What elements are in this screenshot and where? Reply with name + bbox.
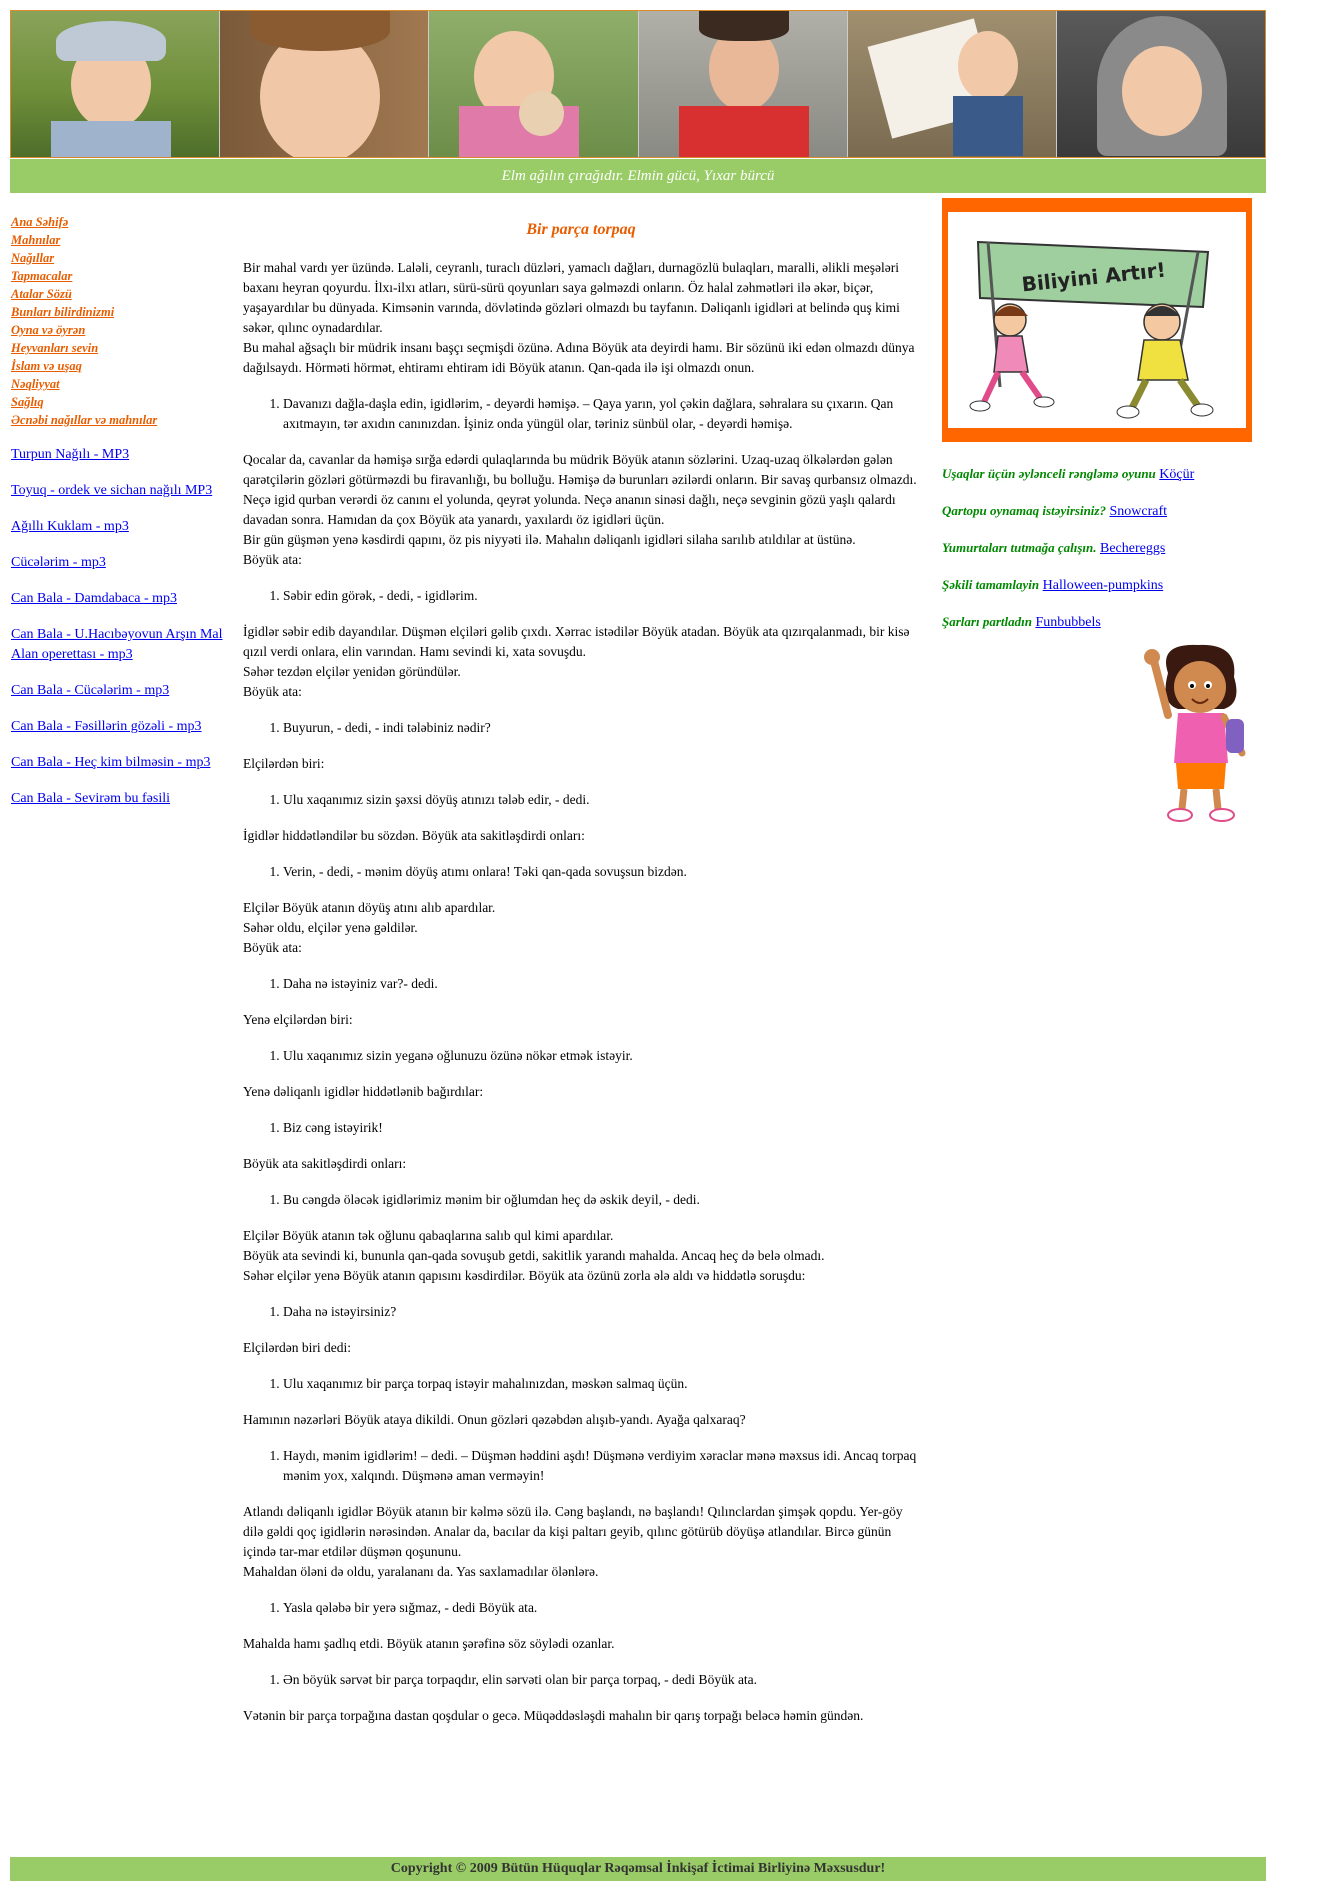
dialogue-list	[243, 862, 919, 882]
paragraph-line: Səhər oldu, elçilər yenə gəldilər.	[243, 920, 418, 935]
article-paragraph	[243, 1010, 919, 1030]
game-link-row	[942, 612, 1262, 633]
article-title: Bir parça torpaq	[526, 221, 636, 238]
dialogue-list	[243, 394, 919, 434]
article-paragraph	[243, 1410, 919, 1430]
game-link[interactable]: Halloween-pumpkins	[1042, 578, 1164, 593]
dialogue-line: 1. Bu cəngdə öləcək igidlərimiz mənim bir oğlumdan heç də əskik deyil, - dedi.	[283, 1190, 919, 1210]
paragraph-line: Elçilərdən biri:	[243, 756, 325, 771]
paragraph-line: Böyük ata:	[243, 940, 302, 955]
article-paragraph	[243, 1338, 919, 1358]
game-link[interactable]: Snowcraft	[1109, 504, 1168, 519]
game-link-label: Şəkili tamamlayin	[942, 577, 1040, 592]
dialogue-list	[243, 1118, 919, 1138]
menu-item[interactable]: Atalar Sözü	[11, 287, 72, 301]
banner-photo-4	[639, 11, 848, 157]
banner-photo-2	[220, 11, 429, 157]
menu-item[interactable]: Tapmacalar	[11, 269, 73, 283]
menu-item[interactable]: Bunları bilirdinizmi	[11, 305, 115, 319]
dialogue-line: 1. Buyurun, - dedi, - indi tələbiniz nədir?	[283, 718, 919, 738]
audio-link[interactable]: Can Bala - Heç kim bilməsin - mp3	[11, 755, 211, 770]
menu-item[interactable]: İslam və uşaq	[11, 359, 82, 373]
paragraph-line: Elçilər Böyük atanın döyüş atını alıb apardılar.	[243, 900, 496, 915]
dialogue-line: 1. Davanızı dağla-daşla edin, igidlərim, - deyərdi həmişə. – Qaya yarın, yol çəkin dağlara, səhralara su çıxarın. Qan axıtmayın, tər axıdın canınızdan. İşiniz onda yüngül olar, təriniz sünbül olar, - deyərdi həmişə.	[283, 394, 919, 434]
article-paragraph	[243, 622, 919, 702]
left-sidebar	[11, 213, 231, 825]
paragraph-line: İgidlər səbir edib dayandılar. Düşmən elçiləri gəlib çıxdı. Xərrac istədilər Böyük atadan. Böyük ata qızırqalanmadı, bir kisə qızıl verdi onlara, elin varından. Hamı sevindi ki, xata sovuşdu.	[243, 624, 910, 659]
audio-link[interactable]: Can Bala - Damdabaca - mp3	[11, 591, 177, 606]
promo-banner[interactable]	[942, 198, 1252, 442]
paragraph-line: Böyük ata:	[243, 552, 302, 567]
paragraph-line: Elçilər Böyük atanın tək oğlunu qabaqlarına salıb qul kimi apardılar.	[243, 1228, 614, 1243]
dialogue-line: 1. Səbir edin görək, - dedi, - igidlərim.	[283, 586, 919, 606]
dialogue-line: 1. Daha nə istəyiniz var?- dedi.	[283, 974, 919, 994]
cartoon-girl-illustration	[1138, 643, 1264, 828]
article-paragraph	[243, 826, 919, 846]
dialogue-list	[243, 718, 919, 738]
banner-slogan: Biliyini Artır!	[1020, 257, 1167, 297]
dialogue-list	[243, 974, 919, 994]
article-body	[243, 258, 919, 1726]
game-link[interactable]: Funbubbels	[1035, 615, 1101, 630]
dialogue-list	[243, 790, 919, 810]
banner-photo-1	[11, 11, 220, 157]
paragraph-line: Bu mahal ağsaçlı bir müdrik insanı başçı seçmişdi özünə. Adına Böyük ata deyirdi hamı. Bir sözünü iki edən olmazdı dünya dağılsaydı. Hörməti hörmət, ehtiramı ehtiram idi Böyük atanın. Qan-qada ilə işi olmazdı onun.	[243, 340, 915, 375]
paragraph-line: Böyük ata sevindi ki, bununla qan-qada sovuşub getdi, sakitlik yarandı mahalda. Ancaq heç də belə olmadı.	[243, 1248, 825, 1263]
dialogue-line: 1. Verin, - dedi, - mənim döyüş atımı onlara! Təki qan-qada sovuşsun bizdən.	[283, 862, 919, 882]
article-paragraph	[243, 1706, 919, 1726]
menu-item[interactable]: Heyvanları sevin	[11, 341, 99, 355]
audio-link[interactable]: Turpun Nağılı - MP3	[11, 447, 130, 462]
article-paragraph	[243, 1634, 919, 1654]
menu-item[interactable]: Nağıllar	[11, 251, 55, 265]
paragraph-line: Mahaldan öləni də oldu, yaralananı da. Yas saxlamadılar ölənlərə.	[243, 1564, 599, 1579]
dialogue-list	[243, 1374, 919, 1394]
game-link-label: Qartopu oynamaq istəyirsiniz?	[942, 503, 1106, 518]
audio-link[interactable]: Toyuq - ordek ve sichan nağılı MP3	[11, 483, 213, 498]
dialogue-list	[243, 1598, 919, 1618]
paragraph-line: Elçilərdən biri dedi:	[243, 1340, 351, 1355]
game-link-label: Yumurtaları tutmağa çalışın.	[942, 540, 1097, 555]
site-slogan: Elm ağılın çırağıdır. Elmin gücü, Yıxar bürcü	[10, 159, 1266, 193]
dialogue-list	[243, 1302, 919, 1322]
footer: Copyright © 2009 Bütün Hüquqlar Rəqəmsal İnkişaf İctimai Birliyinə Məxsusdur!	[10, 1857, 1266, 1881]
game-link[interactable]: Bechereggs	[1099, 541, 1166, 556]
paragraph-line: Mahalda hamı şadlıq etdi. Böyük atanın şərəfinə söz söylədi ozanlar.	[243, 1636, 615, 1651]
article-paragraph	[243, 450, 919, 570]
article-paragraph	[243, 898, 919, 958]
paragraph-line: Atlandı dəliqanlı igidlər Böyük atanın bir kəlmə sözü ilə. Cəng başlandı, nə başlandı! Qılınclardan şimşək qopdu. Yer-göy dilə gəldi qoç igidlərin nərəsindən. Analar da, bacılar da kişi paltarı geyib, qılınc götürüb döyüşə atlandılar. Bircə günün içində tar-mar etdilər düşmən qoşununu.	[243, 1504, 903, 1559]
header-banner	[10, 10, 1266, 158]
menu-item[interactable]: Mahnılar	[11, 233, 61, 247]
right-sidebar	[942, 198, 1262, 649]
audio-link[interactable]: Can Bala - Sevirəm bu fəsili	[11, 791, 171, 806]
audio-link[interactable]: Can Bala - Fəsillərin gözəli - mp3	[11, 719, 202, 734]
banner-photo-3	[429, 11, 638, 157]
paragraph-line: Bir mahal vardı yer üzündə. Laləli, ceyranlı, turaclı düzləri, yamaclı dağları, durnagözlü bulaqları, maralli, əlikli meşələri baxanı heyran qoyurdu. İlxı-ilxı atları, sürü-sürü qoyunları saya gəlməzdi onların. Öz halal zəhmətləri ilə əkər, biçər, yaşayardılar bu dünyada. Kimsənin varında, dövlətində gözləri olmazdı bu tayfanın. Dəliqanlı igidləri at belində quş kimi səkər, qılınc oynadardılar.	[243, 260, 900, 335]
game-links	[942, 464, 1262, 633]
paragraph-line: Hamının nəzərləri Böyük ataya dikildi. Onun gözləri qəzəbdən alışıb-yandı. Ayağa qalxaraq?	[243, 1412, 746, 1427]
dialogue-list	[243, 1046, 919, 1066]
paragraph-line: Vətənin bir parça torpağına dastan qoşdular o gecə. Müqəddəsləşdi mahalın bir qarış torpağı beləcə həmin gündən.	[243, 1708, 864, 1723]
dialogue-line: 1. Haydı, mənim igidlərim! – dedi. – Düşmən həddini aşdı! Düşmənə verdiyim xəraclar mənə məxsus idi. Ancaq torpaq mənim yox, xalqındı. Düşmənə aman verməyin!	[283, 1446, 919, 1486]
main-menu	[11, 213, 231, 429]
dialogue-line: 1. Daha nə istəyirsiniz?	[283, 1302, 919, 1322]
dialogue-line: 1. Biz cəng istəyirik!	[283, 1118, 919, 1138]
dialogue-line: 1. Ulu xaqanımız bir parça torpaq istəyir mahalınızdan, məskən salmaq üçün.	[283, 1374, 919, 1394]
dialogue-list	[243, 586, 919, 606]
paragraph-line: Yenə dəliqanlı igidlər hiddətlənib bağırdılar:	[243, 1084, 484, 1099]
audio-link[interactable]: Ağıllı Kuklam - mp3	[11, 519, 129, 534]
article	[243, 210, 919, 1742]
paragraph-line: Böyük ata:	[243, 684, 302, 699]
menu-item[interactable]: Nəqliyyat	[11, 377, 60, 391]
menu-item[interactable]: Əcnəbi nağıllar və mahnılar	[11, 413, 158, 427]
game-link-row	[942, 501, 1262, 522]
article-paragraph	[243, 258, 919, 378]
dialogue-line: 1. Ən böyük sərvət bir parça torpaqdır, elin sərvəti olan bir parça torpaq, - dedi Böyük ata.	[283, 1670, 919, 1690]
dialogue-list	[243, 1190, 919, 1210]
dialogue-list	[243, 1446, 919, 1486]
article-paragraph	[243, 1226, 919, 1286]
paragraph-line: Səhər elçilər yenə Böyük atanın qapısını kəsdirdilər. Böyük ata özünü zorla ələ aldı və hiddətlə soruşdu:	[243, 1268, 806, 1283]
dialogue-line: 1. Ulu xaqanımız sizin yeganə oğlunuzu özünə nökər etmək istəyir.	[283, 1046, 919, 1066]
paragraph-line: Bir gün güşmən yenə kəsdirdi qapını, öz pis niyyəti ilə. Mahalın dəliqanlı igidləri silaha sarılıb atıldılar at üstünə.	[243, 532, 856, 547]
paragraph-line: İgidlər hiddətləndilər bu sözdən. Böyük ata sakitləşdirdi onları:	[243, 828, 585, 843]
audio-link[interactable]: Can Bala - Cücələrim - mp3	[11, 683, 170, 698]
menu-item[interactable]: Ana Səhifə	[11, 215, 69, 229]
article-paragraph	[243, 1154, 919, 1174]
audio-links	[11, 445, 231, 809]
audio-link[interactable]: Can Bala - U.Hacıbəyovun Arşın Mal Alan operettası - mp3	[11, 627, 223, 662]
banner-photo-5	[848, 11, 1057, 157]
paragraph-line: Səhər tezdən elçilər yenidən göründülər.	[243, 664, 461, 679]
game-link-row	[942, 464, 1262, 485]
game-link-label: Şarları partladın	[942, 614, 1032, 629]
paragraph-line: Qocalar da, cavanlar da həmişə sırğa edərdi qulaqlarında bu müdrik Böyük atanın sözlərini. Uzaq-uzaq ölkələrdən gələn qarətçilərin gözləri götürməzdi bu firavanlığı, bu bolluğu. Həmişə də burunları əzilərdi onların. Bir savaş qurbansız olmazdı. Neçə igid qurban verərdi öz canını el yolunda, qeyrət yolunda. Neçə ananın sinəsi dağlı, neçə sevginin gözü yaşlı qalardı davadan sonra. Hamıdan da çox Böyük ata yanardı, yaxılardı öz igidləri üçün.	[243, 452, 917, 527]
paragraph-line: Yenə elçilərdən biri:	[243, 1012, 353, 1027]
article-paragraph	[243, 754, 919, 774]
game-link-label: Uşaqlar üçün əylənceli rəngləmə oyunu	[942, 466, 1156, 481]
banner-photo-6	[1057, 11, 1265, 157]
article-paragraph	[243, 1082, 919, 1102]
dialogue-list	[243, 1670, 919, 1690]
game-link-row	[942, 538, 1262, 559]
paragraph-line: Böyük ata sakitləşdirdi onları:	[243, 1156, 407, 1171]
game-link[interactable]: Köçür	[1159, 467, 1195, 482]
kids-banner-illustration	[948, 212, 1246, 428]
dialogue-line: 1. Ulu xaqanımız sizin şəxsi döyüş atınızı tələb edir, - dedi.	[283, 790, 919, 810]
dialogue-line: 1. Yasla qələbə bir yerə sığmaz, - dedi Böyük ata.	[283, 1598, 919, 1618]
audio-link[interactable]: Cücələrim - mp3	[11, 555, 106, 570]
game-link-row	[942, 575, 1262, 596]
menu-item[interactable]: Sağlıq	[11, 395, 44, 409]
article-paragraph	[243, 1502, 919, 1582]
menu-item[interactable]: Oyna və öyrən	[11, 323, 86, 337]
